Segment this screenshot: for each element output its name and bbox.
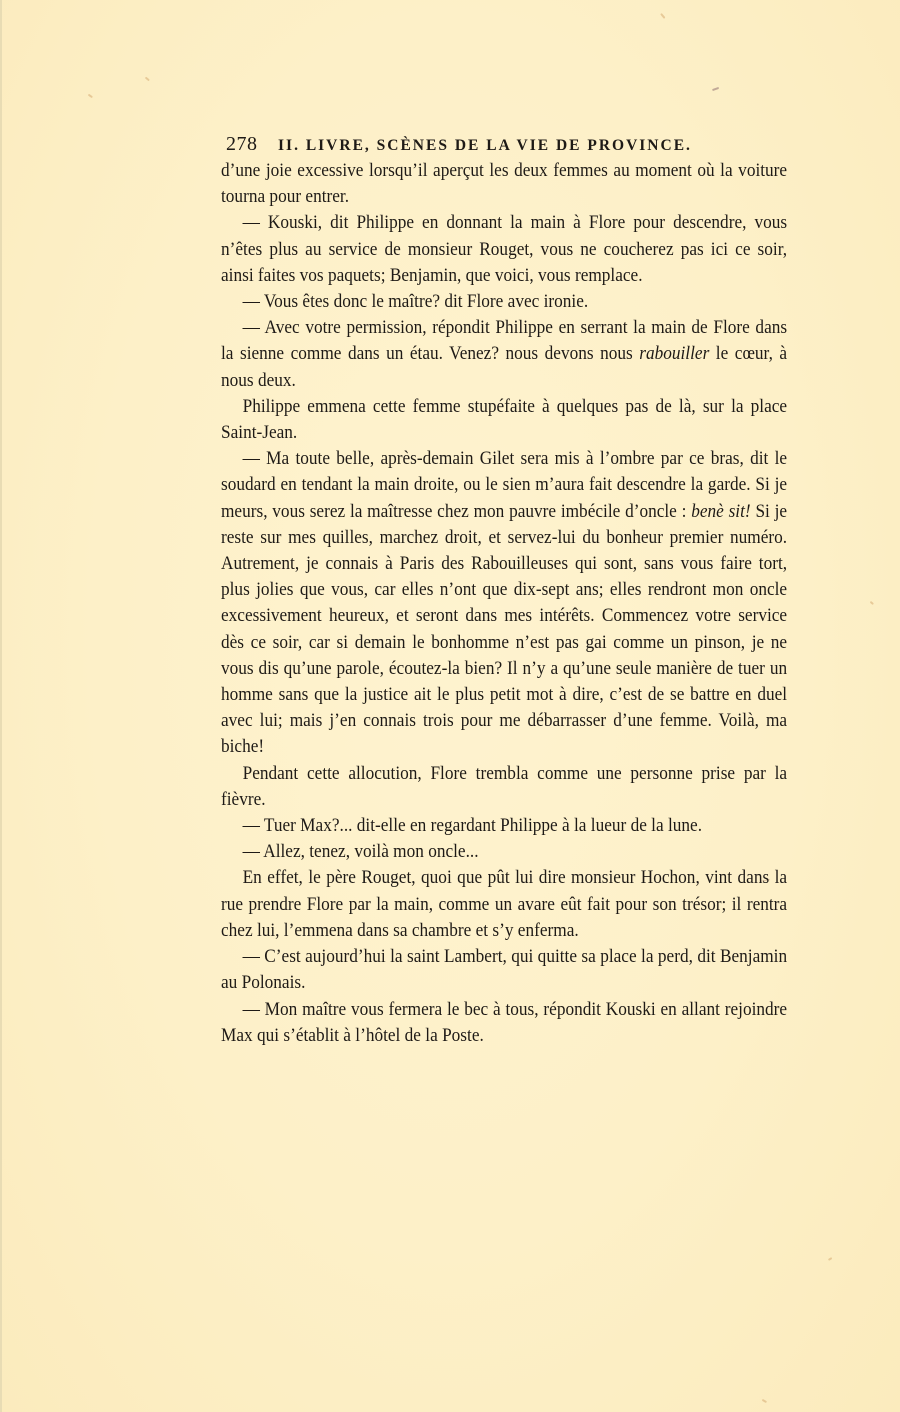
paper-speck bbox=[145, 77, 150, 81]
text-span: — Mon maître vous fermera le bec à tous, répondit Kouski en allant rejoindre Max qui s’établit à l’hôtel de la Poste. bbox=[221, 998, 788, 1046]
text-span: — Vous êtes donc le maître? dit Flore avec ironie. bbox=[242, 291, 589, 313]
italic-term: rabouiller bbox=[639, 343, 710, 365]
paragraph bbox=[221, 394, 787, 446]
paragraph bbox=[221, 761, 787, 813]
paragraph bbox=[221, 839, 787, 865]
paper-speck bbox=[660, 13, 665, 19]
running-head bbox=[226, 128, 787, 160]
paragraph bbox=[221, 944, 787, 996]
text-span: — C’est aujourd’hui la saint Lambert, qui quitte sa place la perd, dit Benjamin au Polonais. bbox=[221, 946, 788, 994]
text-span: Pendant cette allocution, Flore trembla comme une personne prise par la fièvre. bbox=[221, 762, 788, 810]
paragraph bbox=[221, 315, 787, 394]
text-span: — Avec votre permission, répondit Philippe en serrant la main de Flore dans la sienne comme dans un étau. Venez? nous devons nous bbox=[221, 317, 788, 365]
paper-speck bbox=[762, 1399, 767, 1403]
paragraph bbox=[221, 997, 787, 1049]
text-span: — Ma toute belle, après-demain Gilet sera mis à l’ombre par ce bras, dit le soudard en tendant la main droite, ou le sien m’aura fait descendre la garde. Si je meurs, vous serez la maîtresse chez mon pauvre imbécile d’oncle : bbox=[221, 448, 788, 522]
text-span: En effet, le père Rouget, quoi que pût lui dire monsieur Hochon, vint dans la rue prendre Flore par la main, comme un avare eût fait pour son trésor; il rentra chez lui, l’emmena dans sa chambre et s’y enferma. bbox=[221, 867, 788, 941]
page-content bbox=[221, 128, 787, 1049]
paragraph bbox=[221, 813, 787, 839]
paragraph bbox=[221, 446, 787, 760]
text-span: le cœur, à nous deux. bbox=[221, 343, 788, 391]
paragraph bbox=[221, 865, 787, 944]
paragraph bbox=[221, 289, 787, 315]
text-span: — Allez, tenez, voilà mon oncle... bbox=[242, 841, 479, 863]
text-span: — Kouski, dit Philippe en donnant la main à Flore pour descendre, vous n’êtes plus au service de monsieur Rouget, vous ne coucherez pas ici ce soir, ainsi faites vos paquets; Benjamin, que voici, vous remplace. bbox=[221, 212, 788, 286]
text-span: Philippe emmena cette femme stupéfaite à quelques pas de là, sur la place Saint-Jean. bbox=[221, 395, 788, 444]
text-span: — Tuer Max?... dit-elle en regardant Philippe à la lueur de la lune. bbox=[242, 815, 703, 837]
body-text bbox=[221, 158, 787, 1049]
text-span: d’une joie excessive lorsqu’il aperçut les deux femmes au moment où la voiture tourna pour entrer. bbox=[221, 160, 788, 208]
text-span: Si je reste sur mes quilles, marchez droit, et servez-lui du bonheur premier numéro. Autrement, je connais à Paris des Rabouilleuses qui sont, sans vous faire tort, plus jolies que vous, car elles n’ont que dix-sept ans; elles rendront mon oncle excessivement heureux, et seront dans mes intérêts. Commencez votre service dès ce soir, car si demain le bonhomme n’est pas gai comme un pinson, je ne vous dis qu’une parole, écoutez-la bien? Il n’y a qu’une seule manière de tuer un homme sans que la justice ait le plus petit mot à dire, c’est de se battre en duel avec lui; mais j’en connais trois pour me débarrasser d’une femme. Voilà, ma biche! bbox=[221, 500, 788, 758]
paper-speck bbox=[828, 1257, 832, 1260]
paper-speck bbox=[712, 87, 719, 91]
paragraph bbox=[221, 210, 787, 289]
italic-latin-phrase: benè sit! bbox=[691, 500, 751, 522]
paper-speck bbox=[88, 94, 93, 98]
page-number: 278 bbox=[226, 133, 258, 155]
paper-speck bbox=[870, 601, 874, 605]
paragraph bbox=[221, 158, 787, 210]
running-title: II. LIVRE, SCÈNES DE LA VIE DE PROVINCE. bbox=[278, 137, 692, 154]
